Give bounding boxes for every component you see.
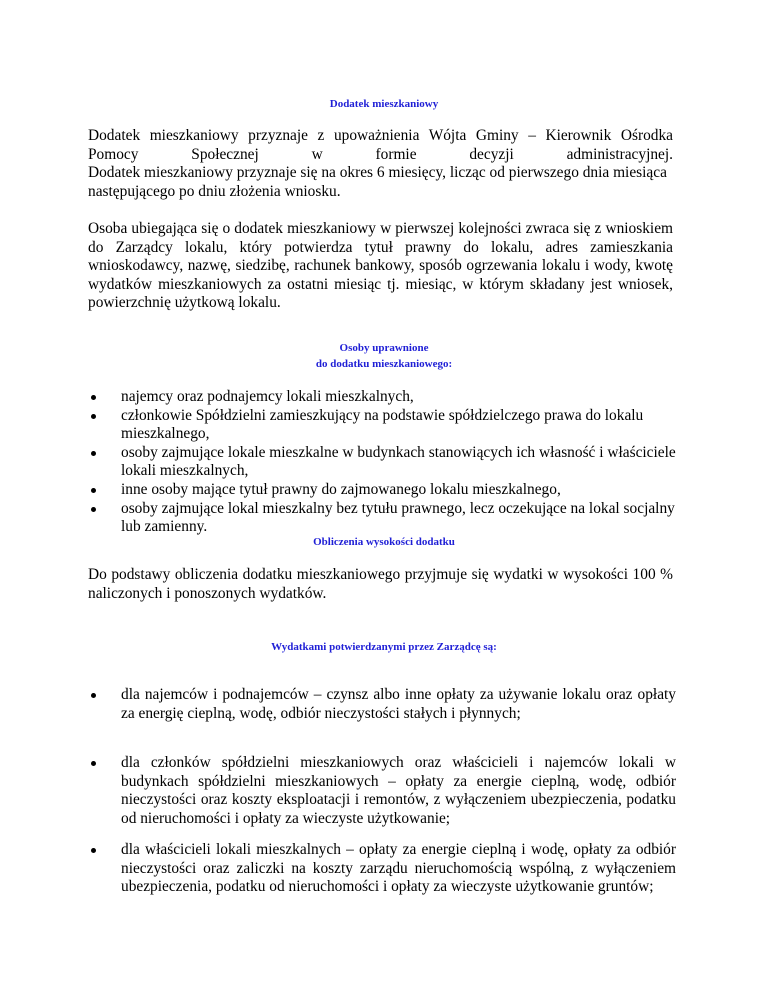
intro-paragraph [88,127,673,201]
list-item: osoby zajmujące lokale mieszkalne w budynkach stanowiących ich własność i właściciele lokali mieszkalnych, [88,444,688,481]
expense-item [88,686,676,723]
expense-item-text: dla członków spółdzielni mieszkaniowych oraz właścicieli i najemców lokali w budynkach spółdzielni mieszkaniowych – opłaty za energie cieplną, wodę, odbiór nieczystości oraz koszty eksploatacji i remontów, z wyłączeniem ubezpieczenia, podatku od nieruchomości i opłaty za wieczyste użytkowanie; [121,754,676,827]
list-item: inne osoby mające tytuł prawny do zajmowanego lokalu mieszkalnego, [88,481,688,500]
intro-line: Dodatek mieszkaniowy przyznaje się na okres 6 miesięcy, licząc od pierwszego dnia miesiąca [88,164,667,182]
eligible-heading-line1: Osoby uprawnione [339,342,429,354]
expense-item-text: dla najemców i podnajemców – czynsz albo inne opłaty za używanie lokalu oraz opłaty za energię cieplną, wodę, odbiór nieczystości stałych i płynnych; [121,686,676,722]
expense-item [88,841,676,897]
list-item: członkowie Spółdzielni zamieszkujący na podstawie spółdzielczego prawa do lokalu mieszkalnego, [88,407,688,444]
document-title: Dodatek mieszkaniowy [329,98,439,110]
expense-item-text: dla właścicieli lokali mieszkalnych – opłaty za energie cieplną i wodę, opłaty za odbiór nieczystości oraz zaliczki na koszty zarządu nieruchomością wspólną, z wyłączeniem ubezpieczenia, podatku od nieruchomości i opłaty za wieczyste użytkowanie gruntów; [121,841,676,896]
expenses-heading: Wydatkami potwierdzanymi przez Zarządcę są: [271,641,497,653]
applicant-paragraph: Osoba ubiegająca się o dodatek mieszkaniowy w pierwszej kolejności zwraca się z wnioskiem do Zarządcy lokalu, który potwierdza tytuł prawny do lokalu, adres zamieszkania wnioskodawcy, nazwę, siedzibę, rachunek bankowy, sposób ogrzewania lokalu i wody, kwotę wydatków mieszkaniowych za ostatni miesiąc tj. miesiąc, w którym składany jest wniosek, powierzchnię użytkową lokalu. [88,220,673,312]
intro-line: Dodatek mieszkaniowy przyznaje z upoważnienia Wójta Gminy – Kierownik Ośrodka [88,127,673,144]
list-item: osoby zajmujące lokal mieszkalny bez tytułu prawnego, lecz oczekujące na lokal socjalny lub zamienny. [88,500,688,537]
bullet-icon [91,693,96,698]
bullet-icon [91,848,96,853]
intro-line: następującego po dniu złożenia wniosku. [88,182,341,200]
list-item: najemcy oraz podnajemcy lokali mieszkalnych, [88,388,688,407]
calc-paragraph: Do podstawy obliczenia dodatku mieszkaniowego przyjmuje się wydatki w wysokości 100 % naliczonych i ponoszonych wydatków. [88,566,673,602]
eligible-list [88,388,688,537]
calc-heading: Obliczenia wysokości dodatku [313,536,455,548]
bullet-icon [91,761,96,766]
intro-line: Pomocy Społecznej w formie decyzji administracyjnej. [88,145,673,163]
eligible-heading-line2: do dodatku mieszkaniowego: [315,358,453,370]
expense-item [88,754,676,828]
